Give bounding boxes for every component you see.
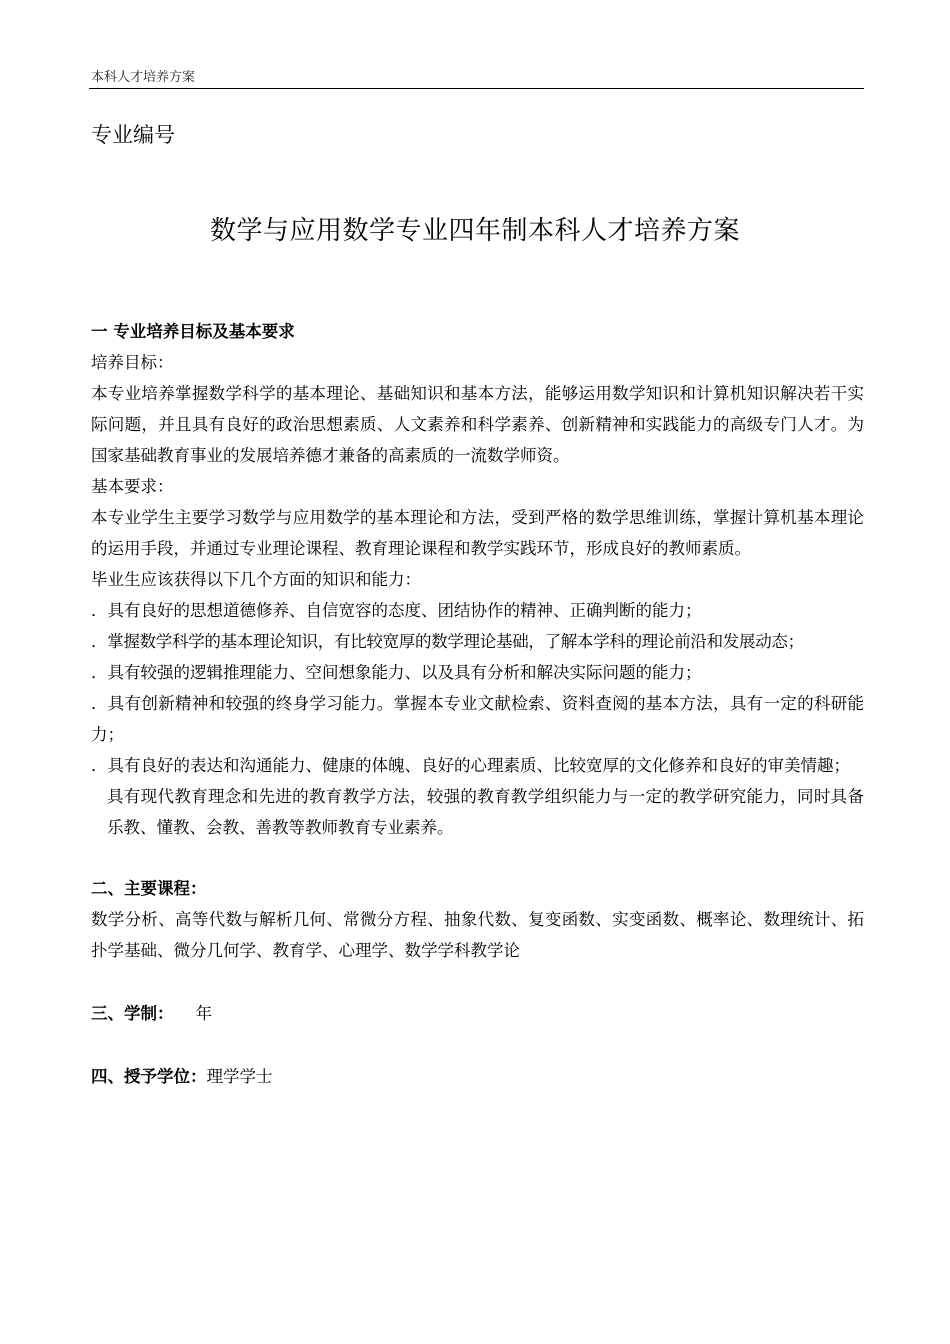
major-code-label: 专业编号	[91, 123, 175, 147]
degree-line	[91, 1061, 864, 1092]
ability-item: ．具有创新精神和较强的终身学习能力。掌握本专业文献检索、资料查阅的基本方法，具有一定的科研能力；	[91, 694, 864, 744]
ability-item: ．具有较强的逻辑推理能力、空间想象能力、以及具有分析和解决实际问题的能力；	[91, 663, 702, 682]
section-heading-4: 四、授予学位：	[91, 1067, 207, 1086]
requirements-label: 基本要求：	[91, 477, 174, 496]
section-heading-2: 二、主要课程：	[91, 879, 207, 898]
ability-item: ．具有良好的思想道德修养、自信宽容的态度、团结协作的精神、正确判断的能力；	[91, 601, 702, 620]
goal-paragraph: 本专业培养掌握数学科学的基本理论、基础知识和基本方法，能够运用数学知识和计算机知识解决若干实际问题，并且具有良好的政治思想素质、人文素养和科学素养、创新精神和实践能力的高级专门人才。为国家基础教育事业的发展培养德才兼备的高素质的一流数学师资。	[91, 384, 864, 465]
courses-paragraph: 数学分析、高等代数与解析几何、常微分方程、抽象代数、复变函数、实变函数、概率论、数理统计、拓扑学基础、微分几何学、教育学、心理学、数学学科教学论	[91, 910, 864, 960]
section-heading-1: 一 专业培养目标及基本要求	[91, 322, 295, 341]
running-header: 本科人才培养方案	[91, 70, 196, 85]
ability-item: ．具有良好的表达和沟通能力、健康的体魄、良好的心理素质、比较宽厚的文化修养和良好的审美情趣；	[91, 756, 850, 775]
abilities-intro: 毕业生应该获得以下几个方面的知识和能力：	[91, 570, 421, 589]
ability-item-last: 具有现代教育理念和先进的教育教学方法，较强的教育教学组织能力与一定的教学研究能力，同时具备乐教、懂教、会教、善教等教师教育专业素养。	[107, 787, 864, 837]
document-body	[91, 316, 864, 1092]
section-heading-3: 三、学制：	[91, 1004, 174, 1023]
ability-item: ．掌握数学科学的基本理论知识，有比较宽厚的数学理论基础，了解本学科的理论前沿和发展动态；	[91, 632, 804, 651]
requirements-paragraph: 本专业学生主要学习数学与应用数学的基本理论和方法，受到严格的数学思维训练，掌握计算机基本理论的运用手段，并通过专业理论课程、教育理论课程和教学实践环节，形成良好的教师素质。	[91, 508, 864, 558]
page-title: 数学与应用数学专业四年制本科人才培养方案	[209, 216, 740, 246]
goal-label: 培养目标：	[91, 353, 174, 372]
header-divider	[89, 88, 864, 89]
duration-value: 年	[195, 1004, 212, 1023]
duration-line	[91, 998, 864, 1029]
degree-value: 理学学士	[206, 1067, 273, 1086]
